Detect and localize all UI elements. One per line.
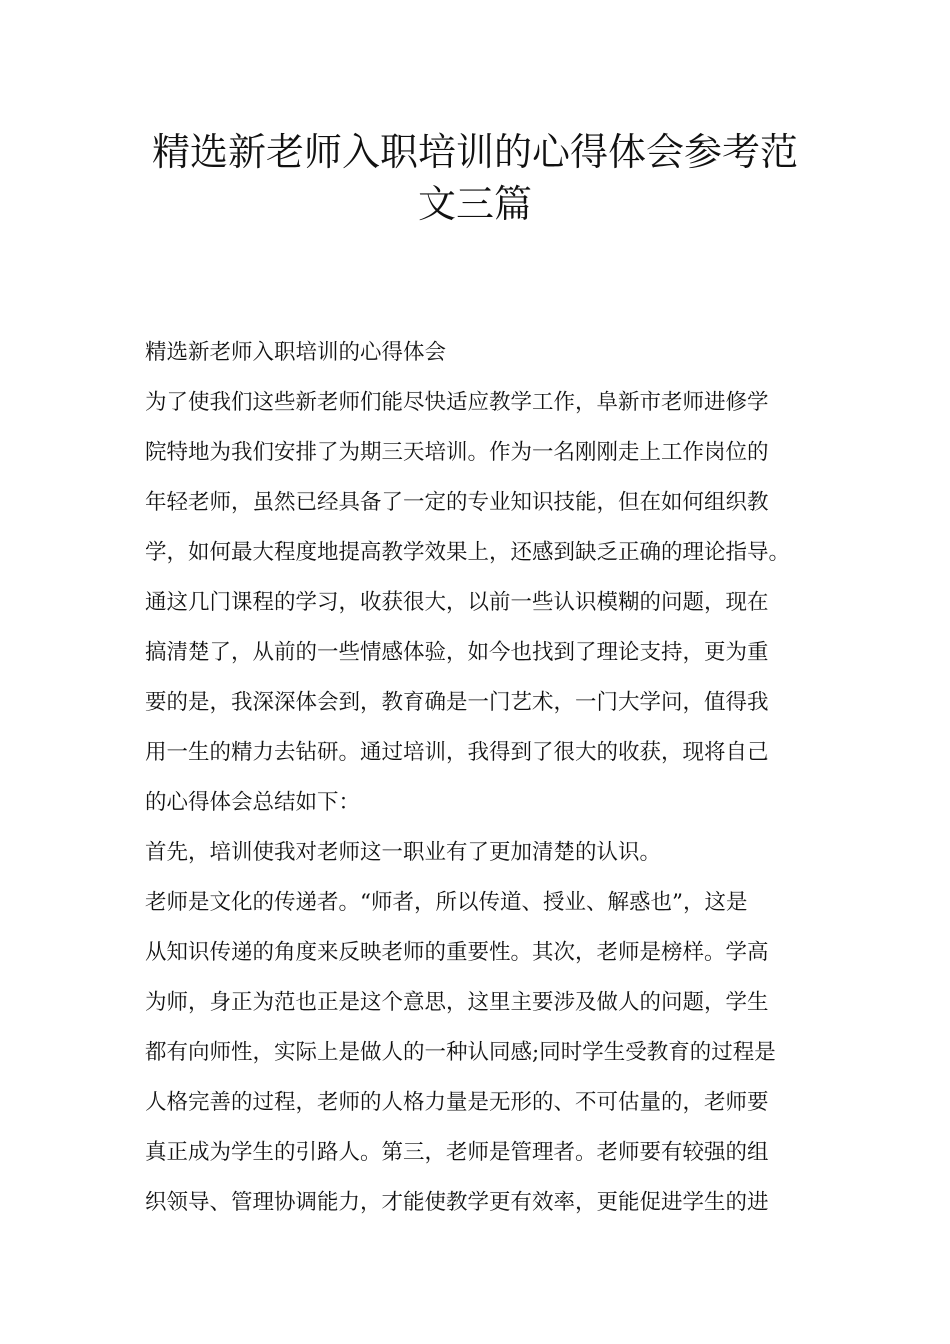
text-line: 从知识传递的角度来反映老师的重要性。其次，老师是榜样。学高 (145, 940, 769, 965)
text-line: 用一生的精力去钻研。通过培训，我得到了很大的收获，现将自己 (145, 740, 769, 765)
text-line: 要的是，我深深体会到，教育确是一门艺术，一门大学问，值得我 (145, 690, 769, 715)
section-heading: 精选新老师入职培训的心得体会 (145, 340, 447, 365)
text-line: 搞清楚了，从前的一些情感体验，如今也找到了理论支持，更为重 (145, 640, 769, 665)
text-line: 年轻老师，虽然已经具备了一定的专业知识技能，但在如何组织教 (145, 490, 769, 515)
title-line-1: 精选新老师入职培训的心得体会参考范 (151, 130, 798, 174)
text-line: 真正成为学生的引路人。第三，老师是管理者。老师要有较强的组 (145, 1140, 769, 1165)
text-line: 首先，培训使我对老师这一职业有了更加清楚的认识。 (145, 840, 662, 865)
text-line: 织领导、管理协调能力，才能使教学更有效率，更能促进学生的进 (145, 1190, 769, 1215)
document-title (100, 126, 850, 230)
text-line: 为了使我们这些新老师们能尽快适应教学工作，阜新市老师进修学 (145, 390, 769, 415)
text-line: 老师是文化的传递者。“师者，所以传道、授业、解惑也”，这是 (145, 890, 748, 915)
text-line: 为师，身正为范也正是这个意思，这里主要涉及做人的问题，学生 (145, 990, 769, 1015)
text-line: 通这几门课程的学习，收获很大，以前一些认识模糊的问题，现在 (145, 590, 769, 615)
document-body (145, 328, 825, 1228)
text-line: 的心得体会总结如下： (145, 790, 361, 815)
text-line: 院特地为我们安排了为期三天培训。作为一名刚刚走上工作岗位的 (145, 440, 769, 465)
text-line: 人格完善的过程，老师的人格力量是无形的、不可估量的，老师要 (145, 1090, 769, 1115)
text-line: 学，如何最大程度地提高教学效果上，还感到缺乏正确的理论指导。 (145, 540, 791, 565)
title-line-2: 文三篇 (417, 182, 532, 226)
text-line: 都有向师性，实际上是做人的一种认同感;同时学生受教育的过程是 (145, 1040, 776, 1065)
